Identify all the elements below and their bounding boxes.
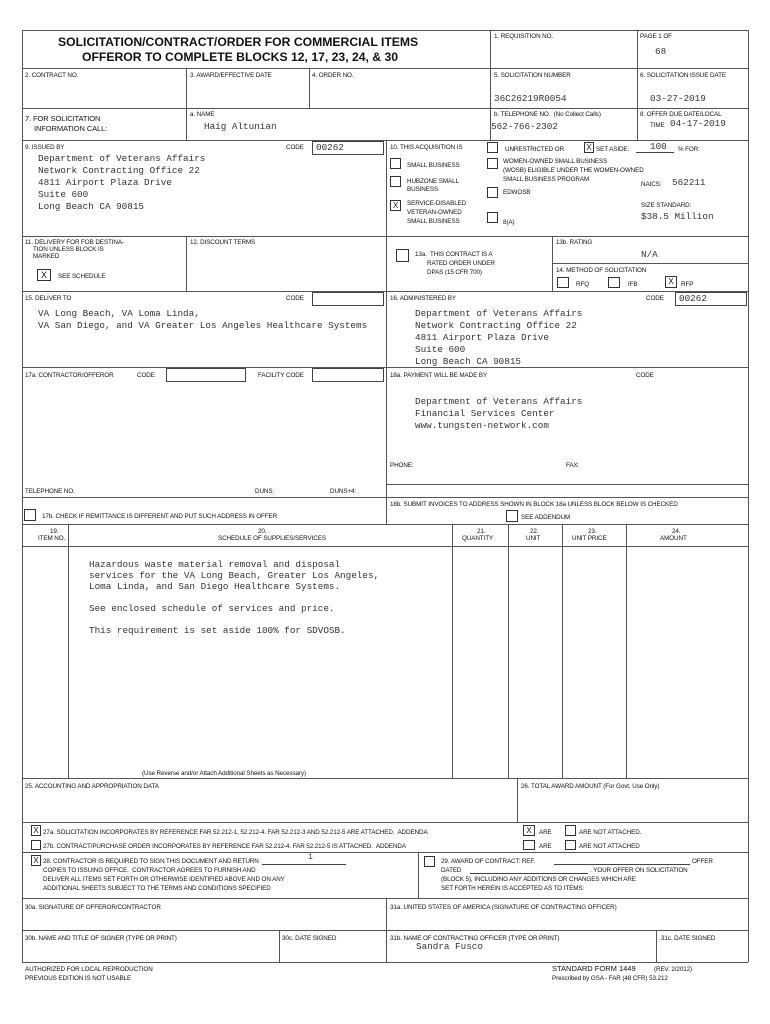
authorized-reproduction: AUTHORIZED FOR LOCAL REPRODUCTION xyxy=(25,966,153,973)
submit-invoices-label: 18b. SUBMIT INVOICES TO ADDRESS SHOWN IN BLOCK 18a UNLESS BLOCK BELOW IS CHECKED xyxy=(390,501,678,508)
requisition-no-label: 1. REQUISITION NO. xyxy=(494,33,554,40)
col-supplies-services: SCHEDULE OF SUPPLIES/SERVICES xyxy=(218,535,326,542)
wosb-label: WOMEN-OWNED SMALL BUSINESS xyxy=(503,158,608,165)
award-date-label: 3. AWARD/EFFECTIVE DATE xyxy=(190,72,272,79)
set-aside-label: SET ASIDE: xyxy=(596,146,630,153)
offer-due-date: 04-17-2019 xyxy=(670,118,726,129)
col-unit: UNIT xyxy=(526,535,541,542)
order-no-label: 4. ORDER NO. xyxy=(312,72,354,79)
issued-by-code-label: CODE xyxy=(286,144,304,151)
for-solicitation-label: 7. FOR SOLICITATION xyxy=(25,114,101,123)
addenda-are-not-label: ARE NOT ATTACHED. xyxy=(579,829,642,836)
addenda-are-not-checkbox[interactable] xyxy=(565,825,576,836)
duns4-label: DUNS+4: xyxy=(330,488,357,495)
eight-a-checkbox[interactable] xyxy=(487,212,498,223)
telephone-label: b. TELEPHONE NO. (No Collect Calls) xyxy=(494,111,601,118)
payment-code-label: CODE xyxy=(636,372,654,379)
offeror-signature-label: 30a. SIGNATURE OF OFFEROR/CONTRACTOR xyxy=(25,904,161,911)
clause-27a-text: 27a. SOLICITATION INCORPORATES BY REFERENCE FAR 52.212-1, 52.212-4. FAR 52.212-3 AND 52.212-5 ARE ATTACHED. ADDENDA xyxy=(43,829,428,836)
small-business-label: SMALL BUSINESS xyxy=(407,162,460,169)
see-schedule-checkbox[interactable]: X xyxy=(37,269,51,281)
deliver-to-line-2: VA San Diego, and VA Greater Los Angeles Healthcare Systems xyxy=(38,320,368,331)
unrestricted-label: UNRESTRICTED OR xyxy=(505,146,565,153)
clause-27b-checkbox[interactable] xyxy=(31,840,41,850)
telephone-number: 562-766-2302 xyxy=(491,121,558,132)
rfq-label: RFQ xyxy=(576,281,589,288)
sdvosb-label: SERVICE-DISABLED xyxy=(407,200,467,207)
issue-date-label: 6. SOLICITATION ISSUE DATE xyxy=(640,72,726,79)
clause-28-checkbox[interactable]: X xyxy=(31,855,41,866)
offer-due-time-label: TIME xyxy=(650,122,665,129)
contract-no-label: 2. CONTRACT NO. xyxy=(25,72,79,79)
naics-label: NAICS: xyxy=(641,181,662,188)
size-standard: $38.5 Million xyxy=(641,211,714,222)
remittance-label: 17b. CHECK IF REMITTANCE IS DIFFERENT AND PUT SUCH ADDRESS IN OFFER xyxy=(42,513,278,520)
wosb-checkbox[interactable] xyxy=(487,158,498,169)
total-award-label: 26. TOTAL AWARD AMOUNT (For Govt. Use Only) xyxy=(521,783,660,790)
clause-29-checkbox[interactable] xyxy=(424,856,435,867)
prescribed-by: Prescribed by GSA - FAR (48 CFR) 53.212 xyxy=(552,975,668,982)
administered-code: 00262 xyxy=(679,293,707,304)
issued-by-code: 00262 xyxy=(316,142,344,153)
hubzone-checkbox[interactable] xyxy=(390,176,401,187)
ifb-label: IFB xyxy=(628,281,638,288)
hubzone-label: HUBZONE SMALL xyxy=(407,178,459,185)
size-standard-label: SIZE STANDARD: xyxy=(641,202,692,209)
issue-date: 03-27-2019 xyxy=(650,93,706,104)
rating-label: 13b. RATING xyxy=(556,239,593,246)
copies-field[interactable] xyxy=(262,855,346,865)
see-schedule-label: SEE SCHEDULE xyxy=(58,273,106,280)
delivery-fob-label: 11. DELIVERY FOR FOB DESTINA- xyxy=(25,239,124,246)
deliver-to-label: 15. DELIVER TO xyxy=(25,295,72,302)
offer-due-label: 8. OFFER DUE DATE/LOCAL xyxy=(640,111,722,118)
solicitation-number-label: 5. SOLICITATION NUMBER xyxy=(494,72,571,79)
reverse-footnote: (Use Reverse and/or Attach Additional Sheets as Necessary) xyxy=(142,770,306,777)
form-title-line2: OFFEROR TO COMPLETE BLOCKS 12, 17, 23, 24, & 30 xyxy=(82,50,399,64)
solicitation-number: 36C26219R0054 xyxy=(494,93,567,104)
rfp-checkbox[interactable]: X xyxy=(665,276,677,288)
contact-name: Haig Altunian xyxy=(204,121,277,132)
payment-phone-label: PHONE: xyxy=(390,462,414,469)
method-of-solicitation-label: 14. METHOD OF SOLICITATION xyxy=(556,267,647,274)
officer-name: Sandra Fusco xyxy=(416,941,483,952)
clause-29-text: 29. AWARD OF CONTRACT: REF. xyxy=(441,858,536,865)
standard-form-label: STANDARD FORM 1449 xyxy=(552,964,636,973)
facility-code-label: FACILITY CODE xyxy=(258,372,304,379)
clause-27b-text: 27b. CONTRACT/PURCHASE ORDER INCORPORATES BY REFERENCE FAR 52.212-4. FAR 52.212-5 IS ATTACHED. ADDENDA xyxy=(43,843,406,850)
copies-count: 1 xyxy=(308,853,313,862)
rated-order-checkbox[interactable] xyxy=(396,249,409,262)
remittance-checkbox[interactable] xyxy=(24,509,36,521)
administered-by-label: 16. ADMINISTERED BY xyxy=(390,295,456,302)
contractor-code-field[interactable] xyxy=(166,368,246,382)
duns-label: DUNS: xyxy=(255,488,275,495)
information-call-label: INFORMATION CALL: xyxy=(34,124,108,133)
ifb-checkbox[interactable] xyxy=(608,277,620,288)
col-unit-price: UNIT PRICE xyxy=(572,535,607,542)
edwosb-label: EDWOSB xyxy=(503,189,531,196)
form-title-line1: SOLICITATION/CONTRACT/ORDER FOR COMMERCIAL ITEMS xyxy=(58,35,419,49)
rfq-checkbox[interactable] xyxy=(557,277,569,288)
previous-edition: PREVIOUS EDITION IS NOT USABLE xyxy=(25,975,132,982)
deliver-to-code-label: CODE xyxy=(286,295,304,302)
for-label: % FOR: xyxy=(678,146,700,153)
naics-code: 562211 xyxy=(672,177,706,188)
rated-order-label: 13a. THIS CONTRACT IS A xyxy=(415,251,493,258)
officer-name-label: 31b. NAME OF CONTRACTING OFFICER (TYPE OR PRINT) xyxy=(390,935,560,942)
payment-fax-label: FAX: xyxy=(566,462,580,469)
page-total: 68 xyxy=(655,46,667,57)
eight-a-label: 8(A) xyxy=(503,219,515,226)
page-label: PAGE 1 OF xyxy=(640,33,672,40)
accounting-label: 25. ACCOUNTING AND APPROPRIATION DATA xyxy=(25,783,159,790)
col-amount: AMOUNT xyxy=(660,535,687,542)
addenda-are-checkbox[interactable]: X xyxy=(523,825,535,836)
officer-date-signed-label: 31c. DATE SIGNED xyxy=(661,935,716,942)
deliver-to-line-1: VA Long Beach, VA Loma Linda, xyxy=(38,308,200,319)
payment-label: 18a. PAYMENT WILL BE MADE BY xyxy=(390,372,488,379)
officer-signature-label: 31a. UNITED STATES OF AMERICA (SIGNATURE OF CONTRACTING OFFICER) xyxy=(390,904,617,911)
award-dated-field[interactable] xyxy=(470,866,588,874)
set-aside-checkbox[interactable]: X xyxy=(584,142,594,153)
sdvosb-checkbox[interactable]: X xyxy=(390,200,401,211)
unrestricted-checkbox[interactable] xyxy=(487,142,498,153)
see-addendum-checkbox[interactable] xyxy=(506,510,518,522)
addenda-are-label: ARE xyxy=(539,829,552,836)
small-business-checkbox[interactable] xyxy=(390,158,401,169)
col-quantity: QUANTITY xyxy=(462,535,494,542)
acquisition-label: 10. THIS ACQUISITION IS xyxy=(390,144,463,151)
col-item-no: ITEM NO. xyxy=(38,535,66,542)
offeror-date-signed-label: 30c. DATE SIGNED xyxy=(282,935,337,942)
contractor-code-label: CODE xyxy=(137,372,155,379)
administered-code-label: CODE xyxy=(646,295,664,302)
form-revision: (REV. 2/2012) xyxy=(654,966,693,973)
set-aside-percent: 100 xyxy=(650,141,667,152)
see-addendum-label: SEE ADDENDUM xyxy=(521,514,571,521)
telephone-no-label: TELEPHONE NO. xyxy=(25,488,75,495)
deliver-to-code-field[interactable] xyxy=(312,292,384,306)
addenda-27b-are-checkbox[interactable] xyxy=(523,840,535,850)
contractor-label: 17a. CONTRACTOR/OFFEROR xyxy=(25,372,114,379)
rating-value: N/A xyxy=(641,249,658,260)
addenda-27b-are-not-checkbox[interactable] xyxy=(565,840,576,850)
signer-name-label: 30b. NAME AND TITLE OF SIGNER (TYPE OR PRINT) xyxy=(25,935,177,942)
discount-terms-label: 12. DISCOUNT TERMS xyxy=(190,239,256,246)
edwosb-checkbox[interactable] xyxy=(487,187,498,198)
clause-28-text: 28. CONTRACTOR IS REQUIRED TO SIGN THIS DOCUMENT AND RETURN xyxy=(43,858,259,865)
contact-name-label: a. NAME xyxy=(190,111,215,118)
issued-by-label: 9. ISSUED BY xyxy=(25,144,65,151)
rfp-label: RFP xyxy=(681,281,694,288)
facility-code-field[interactable] xyxy=(312,368,384,382)
award-ref-field[interactable] xyxy=(554,857,690,865)
clause-27a-checkbox[interactable]: X xyxy=(31,825,41,836)
